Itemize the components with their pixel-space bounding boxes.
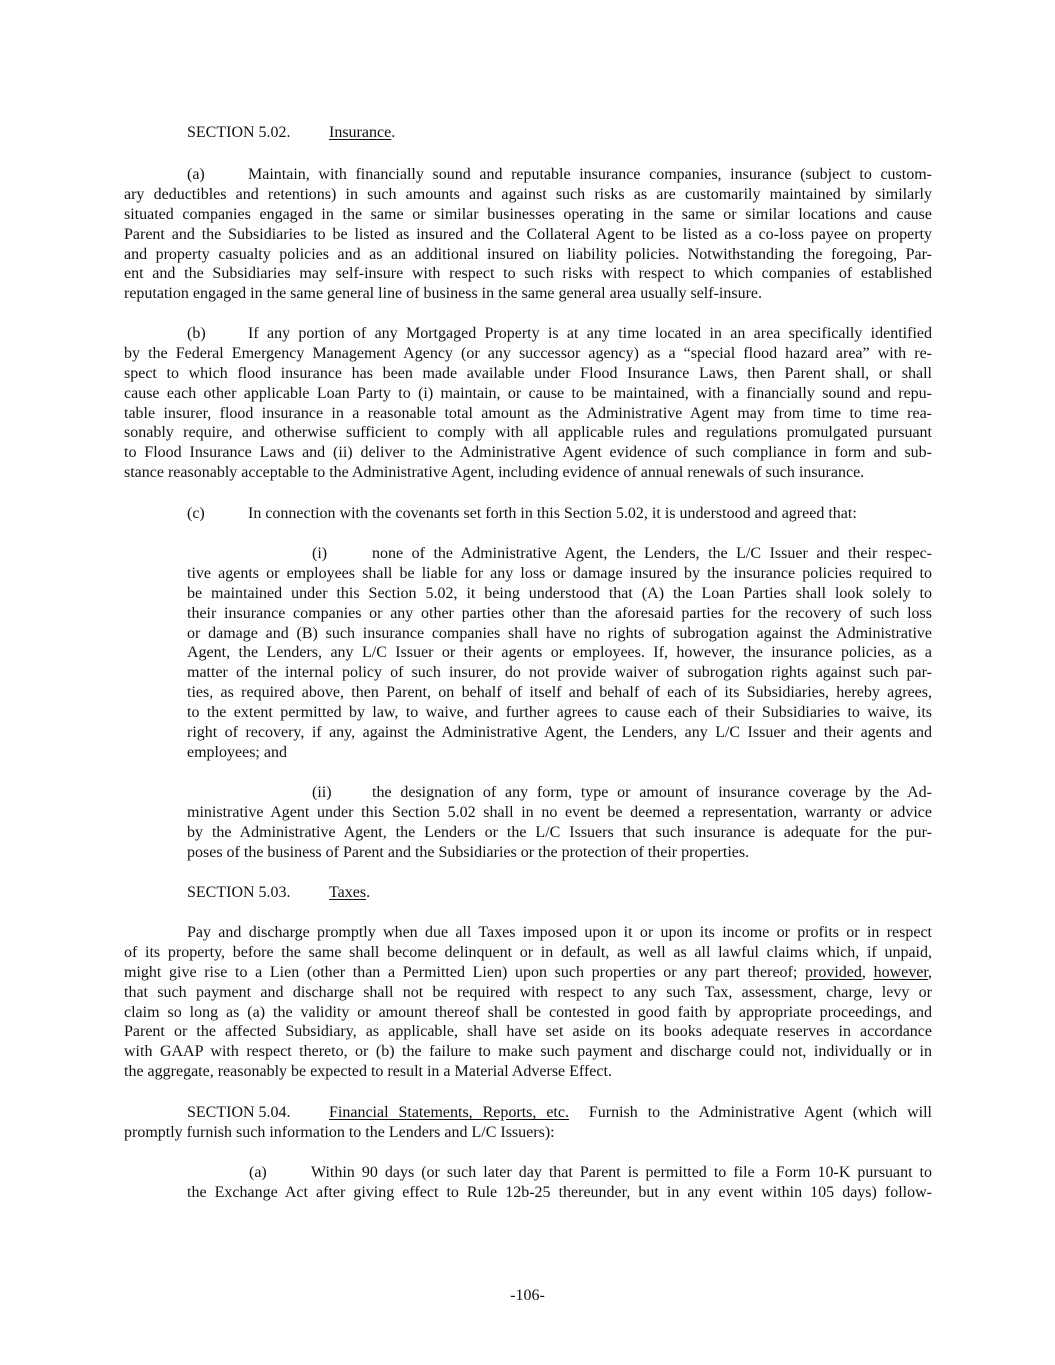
line-text: be maintained under this Section 5.02, it being understood that (A) the Loan Parties shall look solely to: [187, 584, 932, 602]
insurance-a-paragraph: [124, 165, 932, 304]
underlined-term: provided: [805, 963, 862, 981]
paragraph-label: (a): [187, 166, 205, 183]
text-line: [187, 843, 932, 863]
section-title: Taxes: [329, 884, 367, 901]
financials-a-paragraph: [187, 1163, 932, 1203]
text-line: [187, 564, 932, 584]
line-text: Parent and the Subsidiaries to be listed as insured and the Collateral Agent to be listed as a co-loss payee on property: [124, 225, 932, 243]
text-line: [187, 1183, 932, 1203]
section-title-punct: .: [366, 884, 371, 901]
section-5-03-heading: [187, 883, 371, 903]
line-text: ent and the Subsidiaries may self-insure with respect to such risks with respect to which companies of established: [124, 265, 932, 283]
line-text: Pay and discharge promptly when due all Taxes imposed upon it or upon its income or profits or in respect: [187, 924, 932, 941]
text-line: [187, 584, 932, 604]
line-text: stance reasonably acceptable to the Administrative Agent, including evidence of annual renewals of such insurance.: [124, 464, 865, 482]
text-line: [187, 703, 932, 723]
line-text: ary deductibles and retentions) in such amounts and against such risks as are customarily maintained by similarly: [124, 185, 932, 203]
line-text: Parent or the affected Subsidiary, as applicable, shall have set aside on its books adequate reserves in accordance: [124, 1023, 932, 1041]
line-text: sonably require, and otherwise sufficient to comply with all applicable rules and regulations promulgated pursuant: [124, 424, 932, 442]
line-text: with GAAP with respect thereto, or (b) the failure to make such payment and discharge could not, individually or in: [124, 1043, 932, 1061]
text-line: [124, 463, 932, 483]
text-line: [124, 245, 932, 265]
line-text: matter of the internal policy of such insurer, do not provide waiver of subrogation rights against such par-: [187, 664, 932, 682]
text-line: [187, 823, 932, 843]
paragraph-label: (b): [187, 325, 206, 342]
line-text: spect to which flood insurance has been made available under Flood Insurance Laws, then Parent shall, or shall: [124, 364, 932, 382]
line-text: If any portion of any Mortgaged Property is at any time located in an area specifically identified: [248, 325, 932, 342]
line-text: reputation engaged in the same general line of business in the same general area usually self-insure.: [124, 285, 762, 303]
text-line: [187, 803, 932, 823]
section-5-02-heading: [187, 123, 396, 143]
line-text: Maintain, with financially sound and reputable insurance companies, insurance (subject to custom-: [248, 166, 932, 183]
text-line: [187, 643, 932, 663]
text-line: [124, 1022, 932, 1042]
line-text: the Exchange Act after giving effect to Rule 12b-25 thereunder, but in any event within 105 days) follow-: [187, 1183, 932, 1201]
paragraph-label: (a): [249, 1164, 267, 1181]
line-text: promptly furnish such information to the Lenders and L/C Issuers):: [124, 1123, 555, 1141]
paragraph-label: SECTION 5.04.: [187, 1104, 291, 1121]
line-text: or damage and (B) such insurance companies shall have no rights of subrogation against the Administrative: [187, 624, 932, 642]
line-text: none of the Administrative Agent, the Lenders, the L/C Issuer and their respec-: [372, 545, 932, 562]
section-title: Insurance: [329, 124, 392, 141]
line-text: claim so long as (a) the validity or amount thereof shall be contested in good faith by appropriate proceedings, and: [124, 1003, 932, 1021]
line-text: Agent, the Lenders, any L/C Issuer or their agents or employees. If, however, the insurance policies, as a: [187, 644, 932, 662]
text-line: [187, 743, 932, 763]
text-line: [187, 504, 932, 524]
paragraph-label: (c): [187, 505, 205, 522]
text-line: [124, 423, 932, 443]
text-segment: Furnish to the Administrative Agent (which will: [568, 1104, 933, 1121]
text-segment: might give rise to a Lien (other than a Permitted Lien) upon such properties or any part thereof;: [124, 963, 806, 981]
line-text: to Flood Insurance Laws and (ii) deliver to the Administrative Agent evidence of such compliance in form and sub-: [124, 444, 932, 462]
section-number: SECTION 5.02.: [187, 124, 291, 141]
text-line: [312, 544, 932, 564]
underlined-term: however: [873, 963, 929, 981]
text-line: [187, 604, 932, 624]
insurance-c-ii-paragraph: [187, 783, 932, 863]
line-text: the aggregate, reasonably be expected to result in a Material Adverse Effect.: [124, 1063, 612, 1081]
section-504-paragraph: [124, 1103, 932, 1143]
line-text: Within 90 days (or such later day that Parent is permitted to file a Form 10-K pursuant to: [311, 1164, 932, 1181]
taxes-paragraph: [124, 923, 932, 1082]
text-segment: ,: [928, 963, 933, 981]
text-line: [312, 783, 932, 803]
line-text: ministrative Agent under this Section 5.02 shall in no event be deemed a representation, warranty or advice: [187, 803, 932, 821]
line-text: poses of the business of Parent and the Subsidiaries or the protection of their properties.: [187, 843, 750, 861]
line-text: tive agents or employees shall be liable for any loss or damage insured by the insurance policies required to: [187, 564, 932, 582]
text-line: [124, 943, 932, 963]
line-text: that such payment and discharge shall not be required with respect to any such Tax, assessment, charge, levy or: [124, 983, 932, 1001]
paragraph-label: (ii): [312, 784, 332, 801]
text-line: [124, 1042, 932, 1062]
text-line: [124, 1003, 932, 1023]
text-line: [124, 1062, 932, 1082]
underlined-term: Financial Statements, Reports, etc.: [329, 1104, 569, 1121]
insurance-c-paragraph: [124, 504, 932, 524]
text-line: [187, 683, 932, 703]
text-line: [124, 185, 932, 205]
text-line: [124, 1123, 932, 1143]
insurance-c-i-paragraph: [187, 544, 932, 763]
line-text: ties, as required above, then Parent, on behalf of itself and behalf of each of its Subsidiaries, hereby agrees,: [187, 684, 932, 702]
text-line: [124, 443, 932, 463]
text-line: [187, 663, 932, 683]
line-text: of its property, before the same shall become delinquent or in default, as well as all lawful claims which, if unpaid,: [124, 943, 932, 961]
text-line: [124, 404, 932, 424]
line-text: table insurer, flood insurance in a reasonable total amount as the Administrative Agent may from time to time rea-: [124, 404, 932, 422]
text-line: [187, 1103, 933, 1123]
line-text: by the Federal Emergency Management Agency (or any successor agency) as a “special flood hazard area” with re-: [124, 344, 932, 362]
line-text: the designation of any form, type or amount of insurance coverage by the Ad-: [372, 784, 932, 801]
line-text: employees; and: [187, 743, 287, 761]
text-line: [249, 1163, 932, 1183]
text-line: [124, 284, 932, 304]
text-line: [124, 963, 932, 983]
paragraph-label: (i): [312, 545, 328, 562]
text-line: [187, 723, 932, 743]
line-text: situated companies engaged in the same or similar businesses operating in the same or similar locations and cause: [124, 205, 932, 223]
text-line: [124, 364, 932, 384]
line-text: right of recovery, if any, against the Administrative Agent, the Lenders, any L/C Issuer and their agents and: [187, 724, 932, 742]
text-line: [124, 264, 932, 284]
text-line: [187, 923, 932, 943]
text-line: [124, 225, 932, 245]
line-text: In connection with the covenants set forth in this Section 5.02, it is understood and agreed that:: [248, 505, 857, 522]
insurance-b-paragraph: [124, 324, 932, 483]
text-line: [124, 205, 932, 225]
text-line: [187, 165, 932, 185]
text-line: [187, 324, 932, 344]
line-text: their insurance companies or any other parties other than the aforesaid parties for the recovery of such loss: [187, 604, 932, 622]
text-segment: ,: [861, 963, 874, 981]
line-text: and property casualty policies and as an additional insured on liability policies. Notwithstanding the foregoing, Par-: [124, 245, 932, 263]
text-line: [187, 624, 932, 644]
line-text: by the Administrative Agent, the Lenders or the L/C Issuers that such insurance is adequate for the pur-: [187, 823, 932, 841]
page-number: -106-: [510, 1287, 545, 1304]
section-number: SECTION 5.03.: [187, 884, 291, 901]
line-text: to the extent permitted by law, to waive, and further agrees to cause each of their Subsidiaries to waive, its: [187, 704, 932, 722]
text-line: [124, 344, 932, 364]
section-title-punct: .: [391, 124, 396, 141]
line-text: cause each other applicable Loan Party to (i) maintain, or cause to be maintained, with a financially sound and repu-: [124, 384, 932, 402]
text-line: [124, 983, 932, 1003]
text-line: [124, 384, 932, 404]
